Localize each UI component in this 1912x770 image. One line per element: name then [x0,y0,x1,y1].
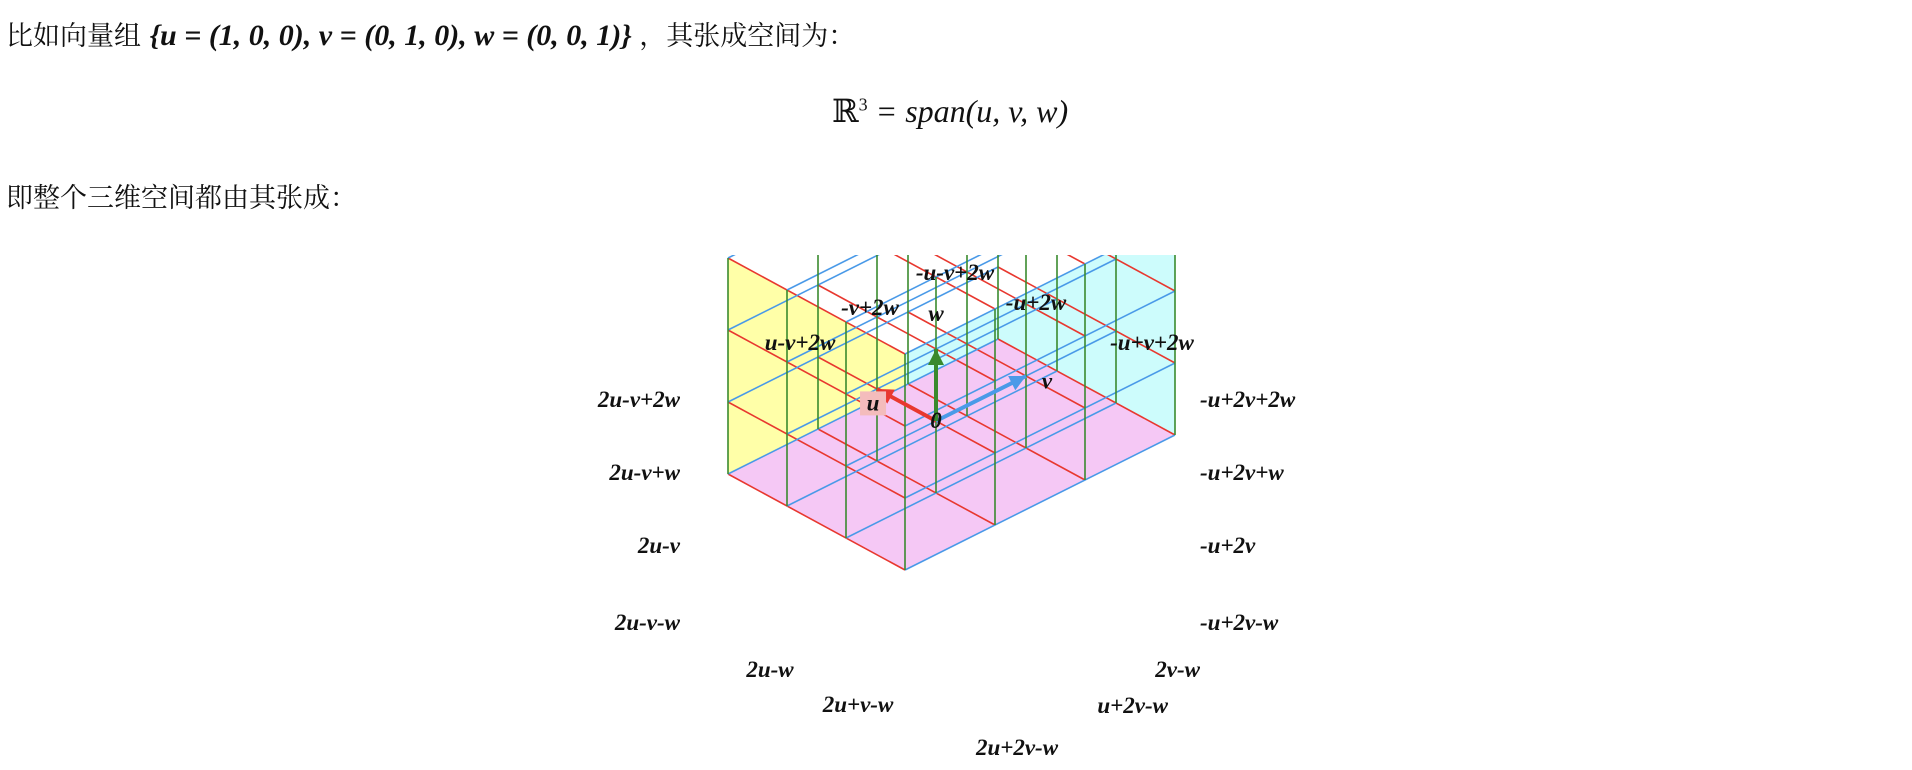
corner-label: 2u-w [746,657,794,682]
corner-label: -v+2w [841,295,899,320]
corner-label: -u+2v+w [1200,460,1284,485]
corner-label: 2u-v-w [614,610,680,635]
span-expression: = span(u, v, w) [875,93,1069,129]
corner-label: u+2v-w [1097,693,1168,718]
span-formula [832,92,1068,130]
corner-label: u-v+2w [764,330,836,355]
corner-label: -u+2v-w [1200,610,1279,635]
corner-label: 2u-v [637,533,680,558]
real-exponent: 3 [858,94,868,115]
vector-label-w: w [928,300,944,326]
vector-label-u: u [866,390,880,416]
intro-suffix: ，其张成空间为： [639,21,856,52]
corner-label: 2u-v+2w [597,387,680,412]
span-figure [560,255,1360,755]
grid-line-v [728,255,998,258]
corner-label: -u-v+2w [915,260,995,285]
corner-label: 2u-v+w [609,460,680,485]
vector-label-v: v [1041,368,1053,394]
origin-label: 0 [930,408,942,433]
corner-label: -u+2w [1005,290,1067,315]
corner-label: 2u+v-w [822,692,894,717]
intro-prefix: 比如向量组 [6,21,141,52]
corner-label: 2v-w [1155,657,1200,682]
conclusion-line: 即整个三维空间都由其张成： [6,183,357,214]
real-symbol: ℝ [832,93,859,129]
corner-label: 2u+2v-w [975,735,1059,755]
vector-set: {u = (1, 0, 0), v = (0, 1, 0), w = (0, 0, 1)} [149,19,632,52]
corner-label: -u+2v [1200,533,1256,558]
intro-line [6,14,855,53]
corner-label: -u+2v+2w [1200,387,1296,412]
corner-label: -u+v+2w [1110,330,1194,355]
